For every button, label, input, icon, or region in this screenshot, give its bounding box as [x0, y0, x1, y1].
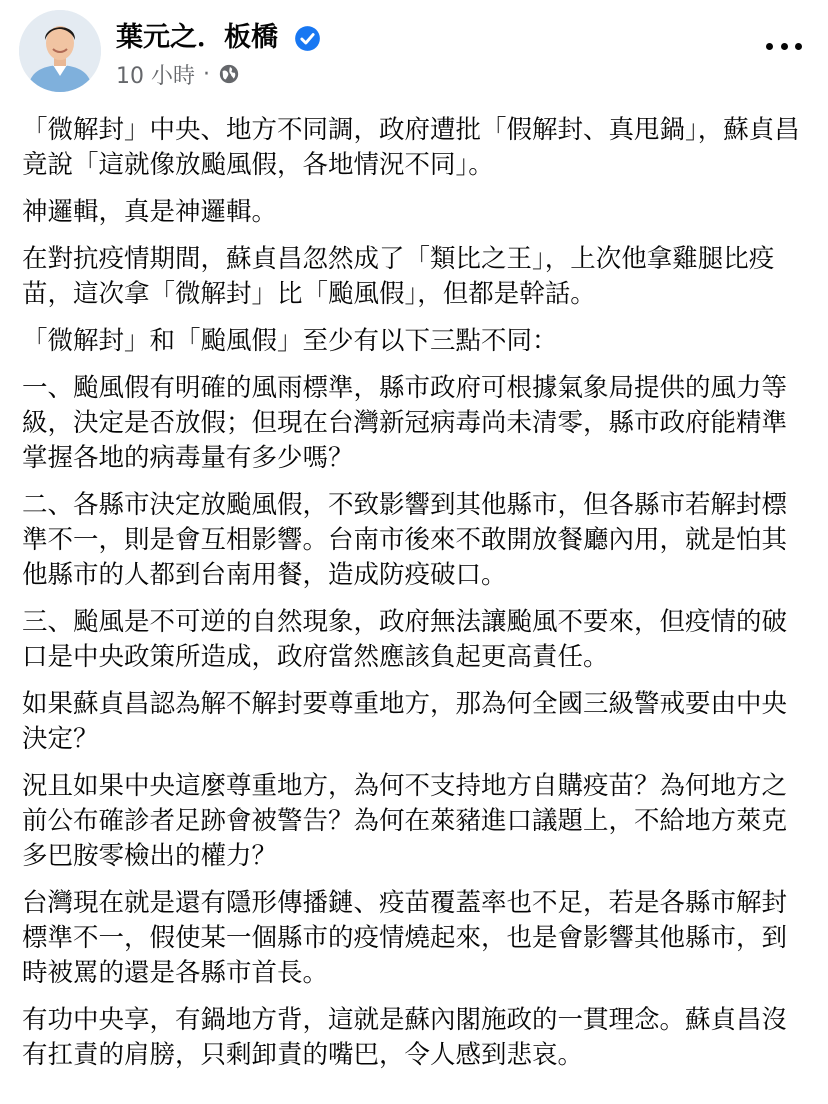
more-options-button[interactable] — [760, 30, 808, 62]
meta-separator: · — [203, 61, 210, 87]
more-options-icon — [781, 43, 788, 50]
post-paragraph: 三、颱風是不可逆的自然現象，政府無法讓颱風不要來，但疫情的破口是中央政策所造成，政府當然應該負起更高責任。 — [22, 607, 788, 672]
post-paragraph: 「微解封」中央、地方不同調，政府遭批「假解封、真甩鍋」，蘇貞昌竟說「這就像放颱風假，各地情況不同」。 — [22, 115, 800, 180]
more-options-icon — [766, 43, 773, 50]
post-header — [0, 0, 828, 105]
verified-badge-icon — [294, 25, 321, 52]
post-paragraph: 「微解封」和「颱風假」至少有以下三點不同： — [22, 326, 558, 356]
more-options-icon — [795, 43, 802, 50]
post-paragraph: 有功中央享，有鍋地方背，這就是蘇內閣施政的一貫理念。蘇貞昌沒有扛責的肩膀，只剩卸責的嘴巴，令人感到悲哀。 — [22, 1005, 788, 1070]
author-name[interactable]: 葉元之．板橋 — [116, 22, 278, 53]
post-paragraph: 台灣現在就是還有隱形傳播鏈、疫苗覆蓋率也不足，若是各縣市解封標準不一，假使某一個縣市的疫情燒起來，也是會影響其他縣市，到時被罵的還是各縣市首長。 — [22, 888, 788, 988]
post-paragraph: 況且如果中央這麼尊重地方，為何不支持地方自購疫苗？為何地方之前公布確診者足跡會被警告？為何在萊豬進口議題上，不給地方萊克多巴胺零檢出的權力？ — [22, 771, 788, 871]
author-avatar[interactable] — [19, 10, 101, 92]
post-paragraph: 二、各縣市決定放颱風假，不致影響到其他縣市，但各縣市若解封標準不一，則是會互相影響。台南市後來不敢開放餐廳內用，就是怕其他縣市的人都到台南用餐，造成防疫破口。 — [22, 490, 788, 590]
post-paragraph: 一、颱風假有明確的風雨標準，縣市政府可根據氣象局提供的風力等級，決定是否放假；但現在台灣新冠病毒尚未清零，縣市政府能精準掌握各地的病毒量有多少嗎？ — [22, 373, 788, 473]
post-paragraph: 如果蘇貞昌認為解不解封要尊重地方，那為何全國三級警戒要由中央決定？ — [22, 689, 788, 754]
post-body — [22, 113, 800, 1085]
post-paragraph: 神邏輯，真是神邏輯。 — [22, 197, 278, 227]
avatar-image — [19, 10, 101, 92]
post-paragraph: 在對抗疫情期間，蘇貞昌忽然成了「類比之王」，上次他拿雞腿比疫苗，這次拿「微解封」比「颱風假」，但都是幹話。 — [22, 244, 775, 309]
post-meta — [116, 60, 240, 88]
globe-icon[interactable] — [218, 63, 240, 85]
post-timestamp[interactable]: 10 小時 — [116, 63, 195, 89]
